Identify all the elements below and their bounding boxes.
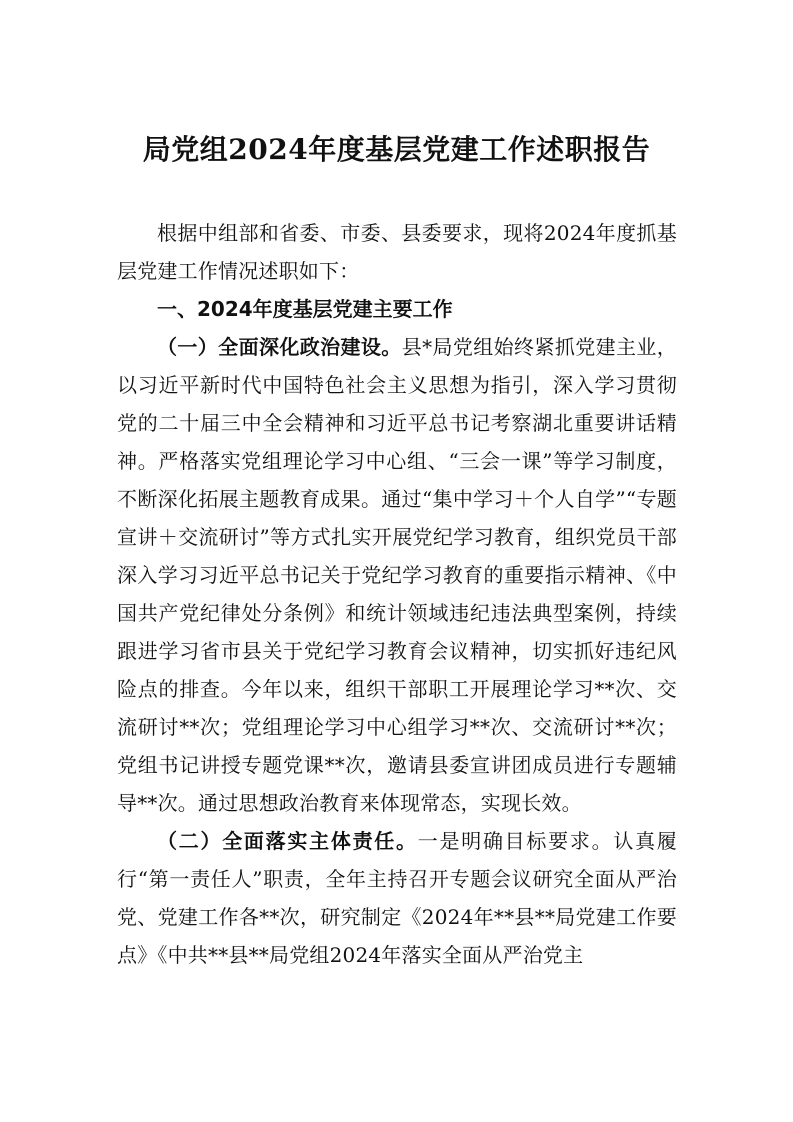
document-title: 局党组2024年度基层党建工作述职报告	[142, 133, 651, 166]
paragraph-body: 一是明确目标要求。认真履行“第一责任人”职责，全年主持召开专题会议研究全面从严治党、党建工作各**次，研究制定《2024年**县**局党建工作要点》《中共**县**局党组2024年落实全面从严治党主	[117, 829, 677, 967]
paragraph-body: 县*局党组始终紧抓党建主业，以习近平新时代中国特色社会主义思想为指引，深入学习贯彻党的二十届三中全会精神和习近平总书记考察湖北重要讲话精神。严格落实党组理论学习中心组、“三会一课”等学习制度，不断深化拓展主题教育成果。通过“集中学习＋个人自学”“专题宣讲＋交流研讨”等方式扎实开展党纪学习教育，组织党员干部深入学习习近平总书记关于党纪学习教育的重要指示精神、《中国共产党纪律处分条例》和统计领域违纪违法典型案例，持续跟进学习省市县关于党纪学习教育会议精神，切实抓好违纪风险点的排查。今年以来，组织干部职工开展理论学习**次、交流研讨**次；党组理论学习中心组学习**次、交流研讨**次；党组书记讲授专题党课**次，邀请县委宣讲团成员进行专题辅导**次。通过思想政治教育来体现常态，实现长效。	[117, 335, 677, 815]
paragraph-political-building	[117, 328, 677, 822]
document-body	[117, 214, 677, 974]
paragraph-lead: （一）全面深化政治建设。	[157, 335, 402, 359]
paragraph-main-responsibility	[117, 822, 677, 974]
paragraph-lead: （二）全面落实主体责任。	[157, 829, 418, 853]
intro-paragraph: 根据中组部和省委、市委、县委要求，现将2024年度抓基层党建工作情况述职如下：	[117, 221, 677, 283]
section-heading: 一、2024年度基层党建主要工作	[157, 297, 453, 321]
